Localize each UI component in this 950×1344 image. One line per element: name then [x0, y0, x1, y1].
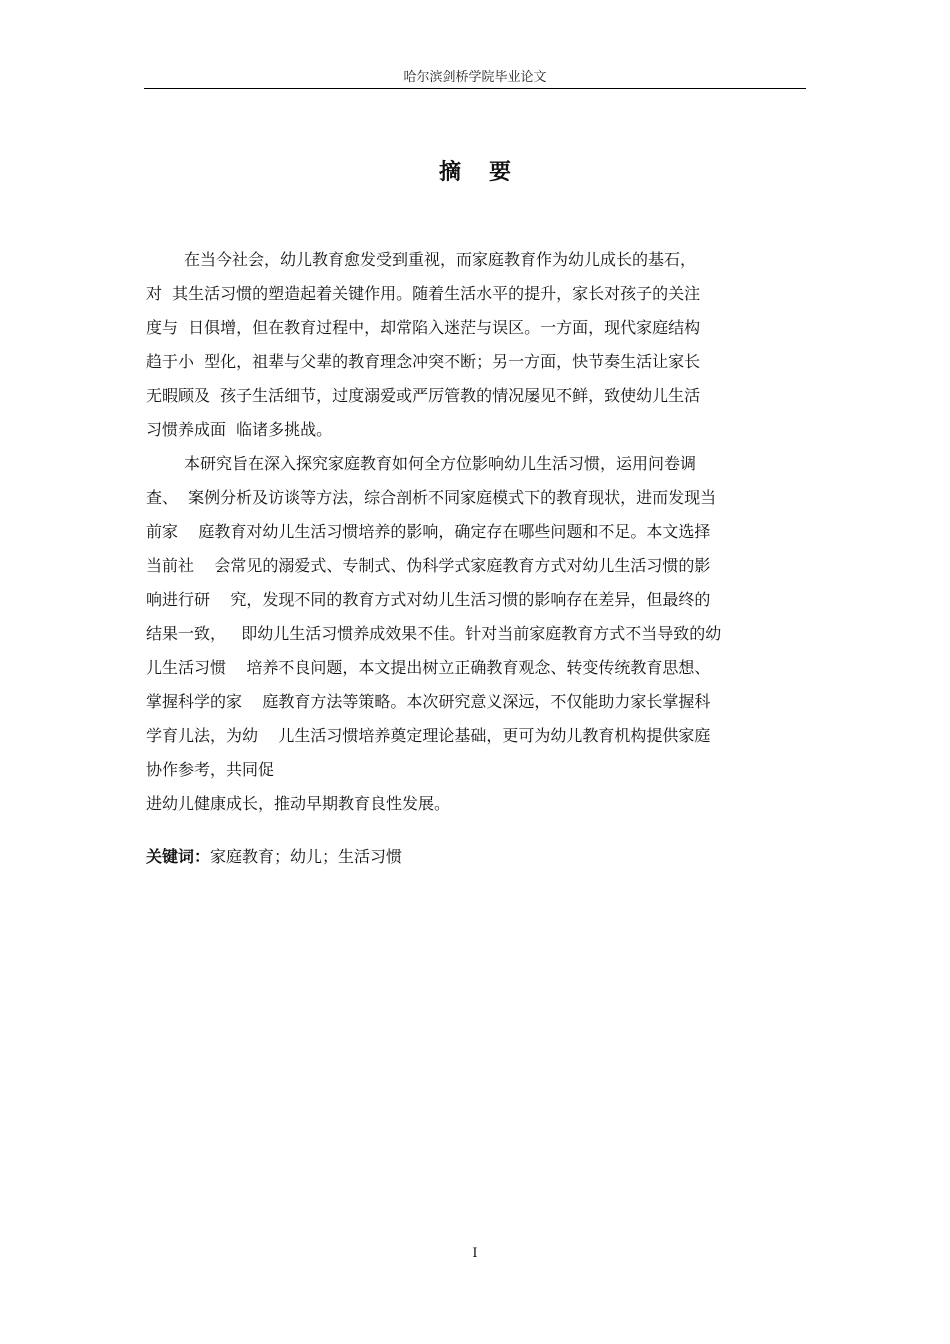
paragraph-1-line: 在当今社会，幼儿教育愈发受到重视，而家庭教育作为幼儿成长的基石，	[184, 250, 697, 269]
page-number: I	[472, 1246, 478, 1261]
paragraph-2-line: 掌握科学的家 庭教育方法等策略。本次研究意义深远，不仅能助力家长掌握科	[146, 692, 711, 711]
paragraph-2-line: 查、 案例分析及访谈等方法，综合剖析不同家庭模式下的教育现状，进而发现当	[146, 488, 717, 507]
abstract-body	[146, 243, 826, 821]
paragraph-2-line: 结果一致， 即幼儿生活习惯养成效果不佳。针对当前家庭教育方式不当导致的幼	[146, 624, 722, 643]
paragraph-2-line: 学育儿法，为幼 儿生活习惯培养奠定理论基础，更可为幼儿教育机构提供家庭	[146, 726, 711, 745]
paragraph-1-line: 趋于小 型化，祖辈与父辈的教育理念冲突不断；另一方面，快节奏生活让家长	[146, 352, 701, 371]
paragraph-1-line: 习惯养成面 临诸多挑战。	[146, 420, 333, 439]
keywords-label: 关键词：	[146, 847, 211, 866]
paragraph-2-line: 进幼儿健康成长，推动早期教育良性发展。	[146, 794, 451, 813]
paragraph-2-line: 儿生活习惯 培养不良问题，本文提出树立正确教育观念、转变传统教育思想、	[146, 658, 711, 677]
paragraph-2-line: 本研究旨在深入探究家庭教育如何全方位影响幼儿生活习惯，运用问卷调	[184, 454, 697, 473]
paragraph-2-line: 当前社 会常见的溺爱式、专制式、伪科学式家庭教育方式对幼儿生活习惯的影	[146, 556, 711, 575]
paragraph-2-line: 协作参考，共同促	[146, 760, 275, 779]
paragraph-2-line: 前家 庭教育对幼儿生活习惯培养的影响，确定存在哪些问题和不足。本文选择	[146, 522, 711, 541]
header-divider	[144, 88, 806, 89]
paragraph-1-line: 对 其生活习惯的塑造起着关键作用。随着生活水平的提升，家长对孩子的关注	[146, 284, 701, 303]
paragraph-1-line: 度与 日俱增，但在教育过程中，却常陷入迷茫与误区。一方面，现代家庭结构	[146, 318, 701, 337]
keywords-line	[146, 840, 402, 874]
running-header: 哈尔滨剑桥学院毕业论文	[403, 70, 547, 85]
paragraph-2-line: 响进行研 究，发现不同的教育方式对幼儿生活习惯的影响存在差异，但最终的	[146, 590, 711, 609]
paragraph-1-line: 无暇顾及 孩子生活细节，过度溺爱或严厉管教的情况屡见不鲜，致使幼儿生活	[146, 386, 701, 405]
keywords-value: 家庭教育；幼儿；生活习惯	[210, 847, 403, 866]
page-title: 摘要	[438, 160, 539, 185]
